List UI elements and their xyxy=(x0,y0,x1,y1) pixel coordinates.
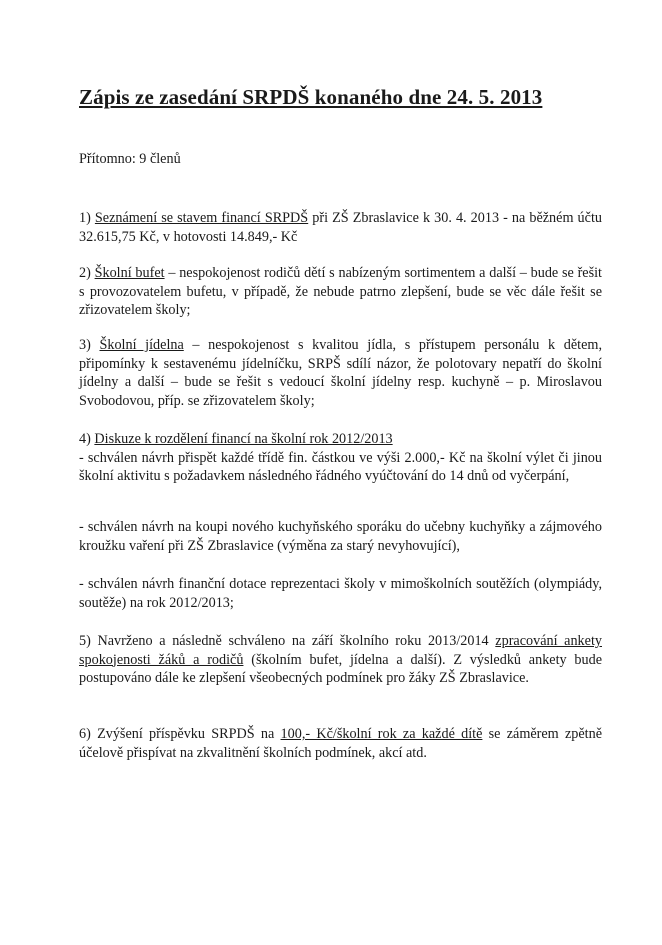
item-heading: 100,- Kč/školní rok za každé dítě xyxy=(280,726,483,742)
item-text: - schválen návrh přispět každé třídě fin. částkou ve výši 2.000,- Kč na školní výlet či jinou školní aktivitu s požadavkem následného řádného vyúčtování do 14 dnů od vyčerpání, xyxy=(79,449,602,484)
item-number: 6) Zvýšení příspěvku SRPDŠ na xyxy=(79,726,281,742)
item-heading: Diskuze k rozdělení financí na školní rok 2012/2013 xyxy=(94,431,393,447)
agenda-item-3 xyxy=(79,336,602,410)
agenda-item-6 xyxy=(79,725,602,762)
item-text: (školním bufet, jídelna a další). Z výsledků ankety bude postupováno dále ke zlepšení všeobecných podmínek pro žáky ZŠ Zbraslavice. xyxy=(79,651,602,686)
item-heading: zpracování ankety spokojenosti žáků a rodičů xyxy=(79,633,602,668)
attendance-note: Přítomno: 9 členů xyxy=(79,151,181,167)
item-heading: Školní jídelna xyxy=(99,337,184,353)
item-text: se záměrem zpětně účelově přispívat na zkvalitnění školních podmínek, akcí atd. xyxy=(79,726,602,761)
item-number: 1) xyxy=(79,210,95,226)
item-heading: Školní bufet xyxy=(94,265,165,281)
item-text: – nespokojenost rodičů dětí s nabízeným sortimentem a další – bude se řešit s provozovatelem bufetu, v případě, že nebude patrno zlepšení, bude se věc dále řešit se zřizovatelem školy; xyxy=(79,265,602,318)
item-number: 5) Navrženo a následně schváleno na září školního roku 2013/2014 xyxy=(79,633,496,649)
item-heading: Seznámení se stavem financí SRPDŠ xyxy=(94,210,309,226)
item-text: – nespokojenost s kvalitou jídla, s přístupem personálu k dětem, připomínky k sestavenému jídelníčku, SRPŠ sdílí názor, že polotovary nepatří do školní jídelny a další – bude se řešit s vedoucí školní jídelny resp. kuchyně – p. Miroslavou Svobodovou, příp. se zřizovatelem školy; xyxy=(79,337,602,409)
agenda-item-4b xyxy=(79,518,602,555)
agenda-item-5 xyxy=(79,632,602,688)
agenda-item-2 xyxy=(79,264,602,320)
item-number: 3) xyxy=(79,337,100,353)
document-title: Zápis ze zasedání SRPDŠ konaného dne 24. 5. 2013 xyxy=(79,85,543,109)
item-number: 4) xyxy=(79,431,95,447)
agenda-item-4 xyxy=(79,430,602,486)
item-number: 2) xyxy=(79,265,95,281)
item-text: - schválen návrh na koupi nového kuchyňského sporáku do učebny kuchyňky a zájmového kroužku vaření při ZŠ Zbraslavice (výměna za starý nevyhovující), xyxy=(79,519,602,554)
agenda-item-4c xyxy=(79,575,602,612)
item-text: při ZŠ Zbraslavice k 30. 4. 2013 - na běžném účtu 32.615,75 Kč, v hotovosti 14.849,- Kč xyxy=(79,210,602,245)
item-text: - schválen návrh finanční dotace reprezentaci školy v mimoškolních soutěžích (olympiády, soutěže) na rok 2012/2013; xyxy=(79,576,602,611)
agenda-item-1 xyxy=(79,209,602,246)
